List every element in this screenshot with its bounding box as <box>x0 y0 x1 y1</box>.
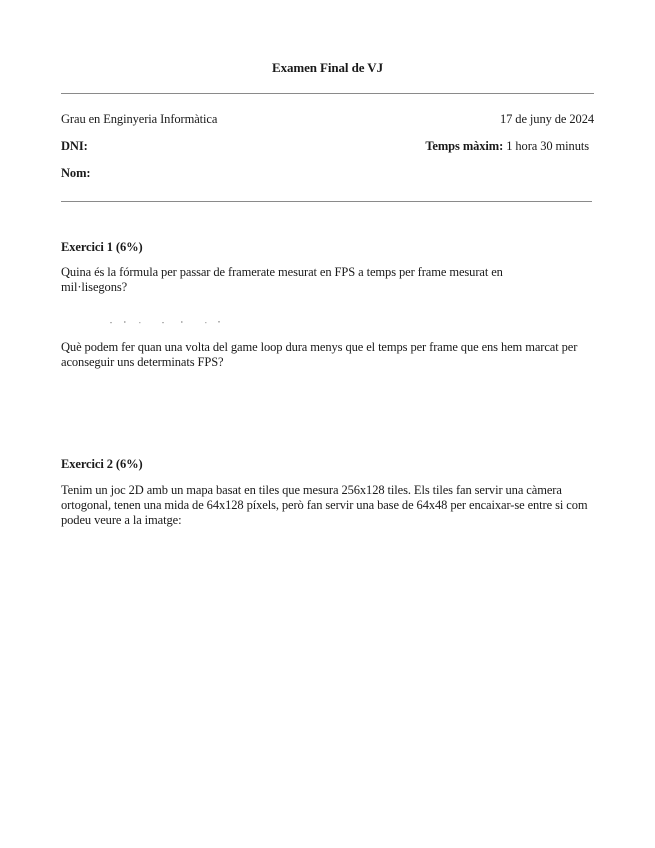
dni-label: DNI: <box>61 139 88 153</box>
header-top-divider <box>61 93 594 94</box>
exercise-1-heading: Exercici 1 (6%) <box>61 240 143 254</box>
time-limit-value: 1 hora 30 minuts <box>506 139 589 153</box>
exercise-1-question-2: Què podem fer quan una volta del game loop dura menys que el temps per frame que ens hem marcat per aconseguir uns determinats FPS? <box>61 340 578 369</box>
exam-title: Examen Final de VJ <box>272 60 383 75</box>
exercise-2-statement: Tenim un joc 2D amb un mapa basat en tiles que mesura 256x128 tiles. Els tiles fan servir una càmera ortogonal, tenen una mida de 64x128 píxels, però fan servir una base de 64x48 per encaixar-se entre si com podeu veure a la imatge: <box>61 483 588 527</box>
name-row <box>61 166 594 182</box>
exam-date: 17 de juny de 2024 <box>499 112 594 126</box>
faint-text-fragment <box>110 316 230 326</box>
degree-date-row <box>61 112 594 128</box>
time-limit <box>425 139 589 154</box>
dni-time-row <box>61 139 594 155</box>
name-label: Nom: <box>61 166 91 180</box>
exercise-1-question-1: Quina és la fórmula per passar de framerate mesurat en FPS a temps per frame mesurat en mil·lisegons? <box>61 265 503 294</box>
exercise-2-heading: Exercici 2 (6%) <box>61 457 143 471</box>
header-bottom-divider <box>61 201 592 202</box>
time-limit-label: Temps màxim: <box>425 139 504 153</box>
degree-name: Grau en Enginyeria Informàtica <box>61 112 218 126</box>
